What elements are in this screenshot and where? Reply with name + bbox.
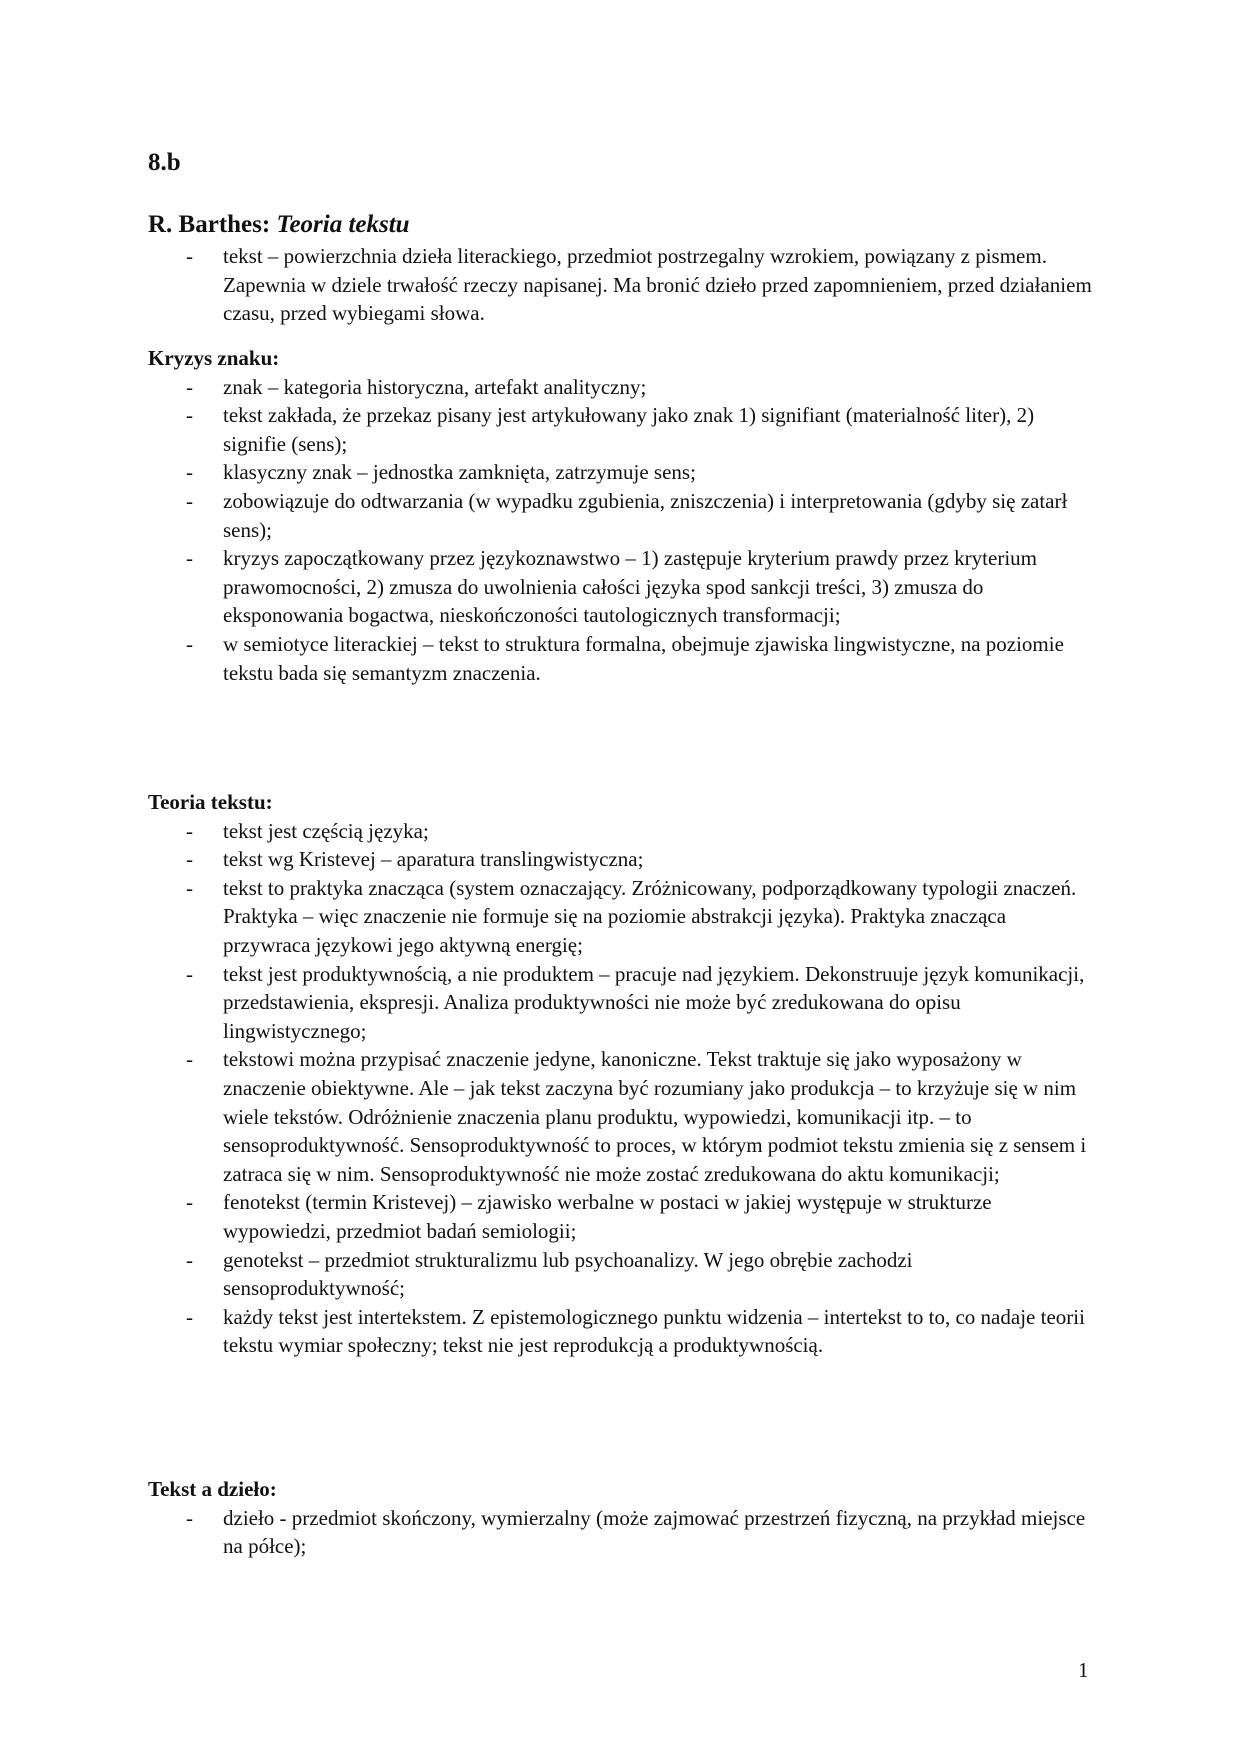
list-item: - fenotekst (termin Kristevej) – zjawisko werbalne w postaci w jakiej występuje w strukturze wypowiedzi, przedmiot badań semiologii;	[186, 1190, 992, 1243]
section-heading: Teoria tekstu:	[148, 790, 273, 814]
bullet-dash: -	[186, 961, 193, 986]
list-item: - tekst – powierzchnia dzieła literackiego, przedmiot postrzegalny wzrokiem, powiązany z pismem. Zapewnia w dziele trwałość rzeczy napisanej. Ma bronić dzieło przed zapomnieniem, przed działaniem czasu, przed wybiegami słowa.	[186, 244, 1092, 326]
document-number: 8.b	[148, 149, 181, 176]
section-teoria-tekstu	[148, 788, 1098, 1360]
list-item: - kryzys zapoczątkowany przez językoznawstwo – 1) zastępuje kryterium prawdy przez kryterium prawomocności, 2) zmusza do uwolnienia całości języka spod sankcji treści, 3) zmusza do eksponowania bogactwa, nieskończoności tautologicznych transformacji;	[186, 546, 1037, 628]
list-item: - tekst to praktyka znacząca (system oznaczający. Zróżnicowany, podporządkowany typologii znaczeń. Praktyka – więc znaczenie nie formuje się na poziomie abstrakcji języka). Praktyka znacząca przywraca językowi jego aktywną energię;	[186, 875, 1077, 957]
list-item: - każdy tekst jest intertekstem. Z epistemologicznego punktu widzenia – intertekst to to, co nadaje teorii tekstu wymiar społeczny; tekst nie jest reprodukcją a produktywnością.	[186, 1304, 1085, 1358]
bullet-dash: -	[186, 631, 193, 656]
bullet-dash: -	[186, 1190, 193, 1215]
bullet-dash: -	[186, 1247, 193, 1272]
section-list	[148, 817, 1098, 1360]
list-item: - dzieło - przedmiot skończony, wymierzalny (może zajmować przestrzeń fizyczną, na przykład miejsce na półce);	[186, 1505, 1086, 1559]
list-item: - tekst zakłada, że przekaz pisany jest artykułowany jako znak 1) signifiant (materialność liter), 2) signifie (sens);	[186, 403, 1035, 456]
list-item: - klasyczny znak – jednostka zamknięta, zatrzymuje sens;	[148, 458, 1098, 487]
section-heading: Tekst a dzieło:	[148, 1477, 277, 1501]
list-item: - zobowiązuje do odtwarzania (w wypadku zgubienia, zniszczenia) i interpretowania (gdyby się zatarł sens);	[186, 488, 1068, 542]
list-item: - tekst wg Kristevej – aparatura translingwistyczna;	[148, 845, 1098, 874]
list-item: - tekstowi można przypisać znaczenie jedyne, kanoniczne. Tekst traktuje się jako wyposażony w znaczenie obiektywne. Ale – jak tekst zaczyna być rozumiany jako produkcja – to krzyżuje się w nim wiele tekstów. Odróżnienie znaczenia planu produktu, wypowiedzi, komunikacji itp. – to sensoproduktywność. Sensoproduktywność to proces, w którym podmiot tekstu zmienia się z sensem i zatraca się w nim. Sensoproduktywność nie może zostać zredukowana do aktu komunikacji;	[186, 1047, 1087, 1186]
bullet-dash: -	[186, 546, 193, 571]
title-work: Teoria tekstu	[276, 211, 410, 238]
bullet-dash: -	[186, 460, 193, 485]
intro-block	[148, 242, 1098, 328]
bullet-dash: -	[186, 818, 193, 843]
section-kryzys-znaku	[148, 344, 1098, 687]
list-item: - genotekst – przedmiot strukturalizmu lub psychoanalizy. W jego obrębie zachodzi sensoproduktywność;	[186, 1247, 913, 1301]
bullet-dash: -	[186, 403, 193, 428]
bullet-dash: -	[186, 374, 193, 399]
bullet-dash: -	[186, 244, 193, 268]
bullet-dash: -	[186, 847, 193, 872]
title-author: R. Barthes:	[148, 211, 277, 238]
document-title	[148, 210, 410, 240]
section-list	[148, 1504, 1098, 1561]
intro-list	[148, 242, 1098, 328]
bullet-dash: -	[186, 875, 193, 900]
bullet-dash: -	[186, 1047, 193, 1072]
list-item: - znak – kategoria historyczna, artefakt analityczny;	[148, 373, 1098, 402]
list-item: - w semiotyce literackiej – tekst to struktura formalna, obejmuje zjawiska lingwistyczne, na poziomie tekstu bada się semantyzm znaczenia.	[186, 631, 1064, 685]
bullet-dash: -	[186, 488, 193, 513]
page-number: 1	[1078, 1658, 1089, 1682]
bullet-dash: -	[186, 1505, 193, 1530]
section-list	[148, 373, 1098, 688]
list-item: - tekst jest produktywnością, a nie produktem – pracuje nad językiem. Dekonstruuje język komunikacji, przedstawienia, ekspresji. Analiza produktywności nie może być zredukowana do opisu lingwistycznego;	[186, 961, 1085, 1043]
section-tekst-a-dzielo	[148, 1475, 1098, 1561]
bullet-dash: -	[186, 1304, 193, 1329]
section-heading: Kryzys znaku:	[148, 346, 280, 370]
list-item: - tekst jest częścią języka;	[148, 817, 1098, 846]
